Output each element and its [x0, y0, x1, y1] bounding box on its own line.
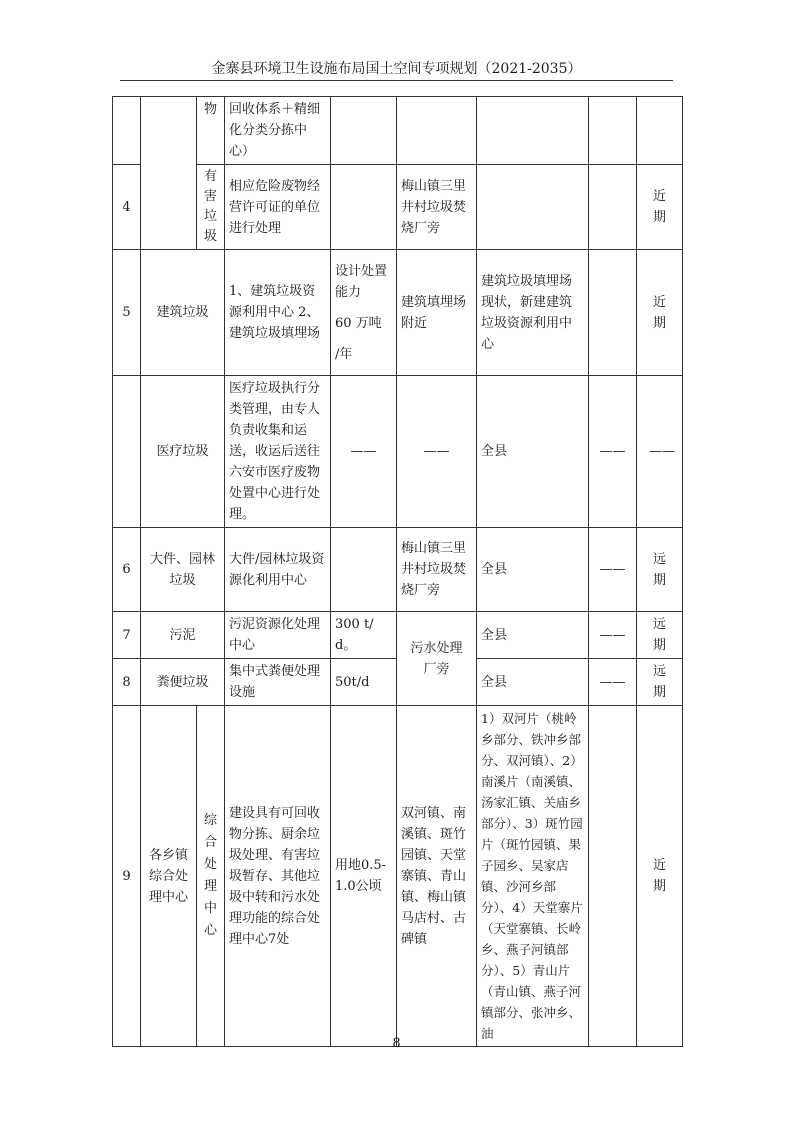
cell-location: 梅山镇三里井村垃圾焚烧厂旁 [397, 165, 477, 250]
cell-period: 近期 [637, 165, 683, 250]
cell-land: —— [589, 376, 637, 528]
cell-period [637, 97, 683, 165]
table-row [113, 612, 683, 659]
cell-capacity [331, 165, 397, 250]
cell-no: 4 [113, 165, 141, 250]
facility-plan-table [112, 96, 683, 1047]
table-row [113, 97, 683, 165]
cell-category: 各乡镇综合处理中心 [141, 706, 197, 1047]
table-row [113, 165, 683, 250]
cell-content: 污泥资源化处理中心 [225, 612, 331, 659]
cell-content: 建设具有可回收物分拣、厨余垃圾处理、有害垃圾暂存、其他垃圾中转和污水处理功能的综合处理中心7处 [225, 706, 331, 1047]
cell-coverage: 1）双河片（桃岭乡部分、铁冲乡部分、双河镇）、2）南溪片（南溪镇、汤家汇镇、关庙乡部分）、3）斑竹园片（斑竹园镇、果子园乡、吴家店镇、沙河乡部分）、4）天堂寨片（天堂寨镇、长岭乡、燕子河镇部分）、5）青山片（青山镇、燕子河镇部分、张冲乡、油 [477, 706, 589, 1047]
cell-coverage [477, 97, 589, 165]
cell-content: 相应危险废物经营许可证的单位进行处理 [225, 165, 331, 250]
table-row [113, 528, 683, 612]
cell-coverage: 全县 [477, 659, 589, 706]
cell-category: 大件、园林垃圾 [141, 528, 225, 612]
cell-period: 近期 [637, 706, 683, 1047]
cell-no [113, 376, 141, 528]
cell-location: 建筑填埋场附近 [397, 250, 477, 376]
cell-content: 回收体系＋精细化分类分拣中心） [225, 97, 331, 165]
cell-no [113, 97, 141, 165]
cell-content: 医疗垃圾执行分类管理，由专人负责收集和运送，收运后送往六安市医疗废物处置中心进行处理。 [225, 376, 331, 528]
cell-category: 医疗垃圾 [141, 376, 225, 528]
cell-land [589, 165, 637, 250]
cell-land: —— [589, 659, 637, 706]
table-row [113, 706, 683, 1047]
cell-content: 集中式粪便处理设施 [225, 659, 331, 706]
running-header: 金寨县环境卫生设施布局国土空间专项规划（2021-2035） [211, 61, 582, 77]
cell-capacity: —— [331, 376, 397, 528]
capacity-line: 60 万吨 [335, 315, 382, 331]
cell-content: 大件/园林垃圾资源化利用中心 [225, 528, 331, 612]
cell-capacity [331, 250, 397, 376]
table-row [113, 376, 683, 528]
cell-location: —— [397, 376, 477, 528]
cell-land [589, 250, 637, 376]
cell-period: 远期 [637, 659, 683, 706]
cell-period: —— [637, 376, 683, 528]
cell-no: 8 [113, 659, 141, 706]
cell-capacity: 300 t/d。 [331, 612, 397, 659]
cell-content: 1、建筑垃圾资源利用中心 2、建筑垃圾填埋场 [225, 250, 331, 376]
cell-category [141, 97, 197, 250]
cell-period: 远期 [637, 612, 683, 659]
cell-coverage: 全县 [477, 612, 589, 659]
cell-no: 5 [113, 250, 141, 376]
cell-coverage: 建筑垃圾填埋场现状，新建建筑垃圾资源利用中心 [477, 250, 589, 376]
cell-location: 梅山镇三里井村垃圾焚烧厂旁 [397, 528, 477, 612]
cell-category: 污泥 [141, 612, 225, 659]
cell-no: 6 [113, 528, 141, 612]
cell-period: 近期 [637, 250, 683, 376]
cell-location: 双河镇、南溪镇、斑竹园镇、天堂寨镇、青山镇、梅山镇马店村、古碑镇 [397, 706, 477, 1047]
cell-land: —— [589, 528, 637, 612]
capacity-line: 设计处置能力 [335, 263, 388, 300]
cell-coverage [477, 165, 589, 250]
cell-subcategory: 物 [197, 97, 225, 165]
cell-period: 远期 [637, 528, 683, 612]
capacity-line: /年 [335, 346, 353, 362]
cell-land [589, 97, 637, 165]
cell-subcategory: 综合处理中心 [197, 706, 225, 1047]
header-rule [120, 80, 673, 81]
cell-land [589, 706, 637, 1047]
cell-land: —— [589, 612, 637, 659]
cell-no: 9 [113, 706, 141, 1047]
cell-capacity [331, 97, 397, 165]
cell-coverage: 全县 [477, 376, 589, 528]
cell-no: 7 [113, 612, 141, 659]
cell-category: 建筑垃圾 [141, 250, 225, 376]
cell-coverage: 全县 [477, 528, 589, 612]
cell-capacity: 50t/d [331, 659, 397, 706]
cell-category: 粪便垃圾 [141, 659, 225, 706]
cell-location [397, 97, 477, 165]
cell-location: 污水处理厂旁 [397, 612, 477, 706]
cell-subcategory: 有害垃圾 [197, 165, 225, 250]
cell-capacity: 用地0.5-1.0公顷 [331, 706, 397, 1047]
page-number: 8 [392, 1036, 401, 1051]
table-row [113, 250, 683, 376]
cell-capacity [331, 528, 397, 612]
